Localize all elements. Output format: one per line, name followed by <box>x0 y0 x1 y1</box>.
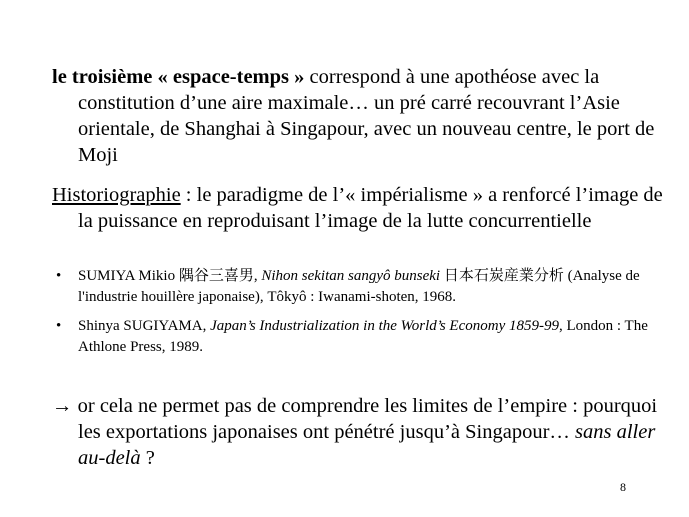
reference-details: 日本石炭産業分析 (Analyse de l'industrie houillère japonaise), Tôkyô : Iwanami-shoten, 1968. <box>78 268 640 305</box>
paragraph-text: correspond à une apothéose avec la constitution d’une aire maximale… un pré carré recouvrant l’Asie orientale, de Shanghai à Singapour, avec un nouveau centre, le port de Moji <box>78 66 655 166</box>
reference-list <box>52 266 652 366</box>
underlined-lead: Historiographie <box>52 184 181 206</box>
question-mark: ? <box>140 447 155 469</box>
italic-phrase: sans aller au-delà <box>78 421 656 469</box>
reference-author: SUMIYA Mikio 隅谷三喜男, <box>78 268 262 284</box>
reference-title: Japan’s Industrialization in the World’s Economy 1859-99 <box>210 318 559 334</box>
paragraph-conclusion <box>52 393 678 471</box>
bold-lead: le troisième « espace-temps » <box>52 66 305 88</box>
paragraph-historiographie <box>52 182 678 234</box>
reference-item-sumiya <box>52 266 652 308</box>
reference-author: Shinya SUGIYAMA, <box>78 318 211 334</box>
bullet-marker: • <box>56 268 62 284</box>
bullet-marker: • <box>56 318 62 334</box>
page-number: 8 <box>620 480 626 494</box>
reference-details: , London : The Athlone Press, 1989. <box>78 318 648 355</box>
reference-title: Nihon sekitan sangyô bunseki <box>261 268 441 284</box>
paragraph-espace-temps <box>52 64 678 168</box>
reference-item-sugiyama <box>52 316 652 358</box>
paragraph-text: : le paradigme de l’« impérialisme » a renforcé l’image de la puissance en reproduisant l’image de la lutte concurrentielle <box>78 184 663 232</box>
paragraph-text: → or cela ne permet pas de comprendre les limites de l’empire : pourquoi les exportations japonaises ont pénétré jusqu’à Singapour… <box>52 395 658 443</box>
